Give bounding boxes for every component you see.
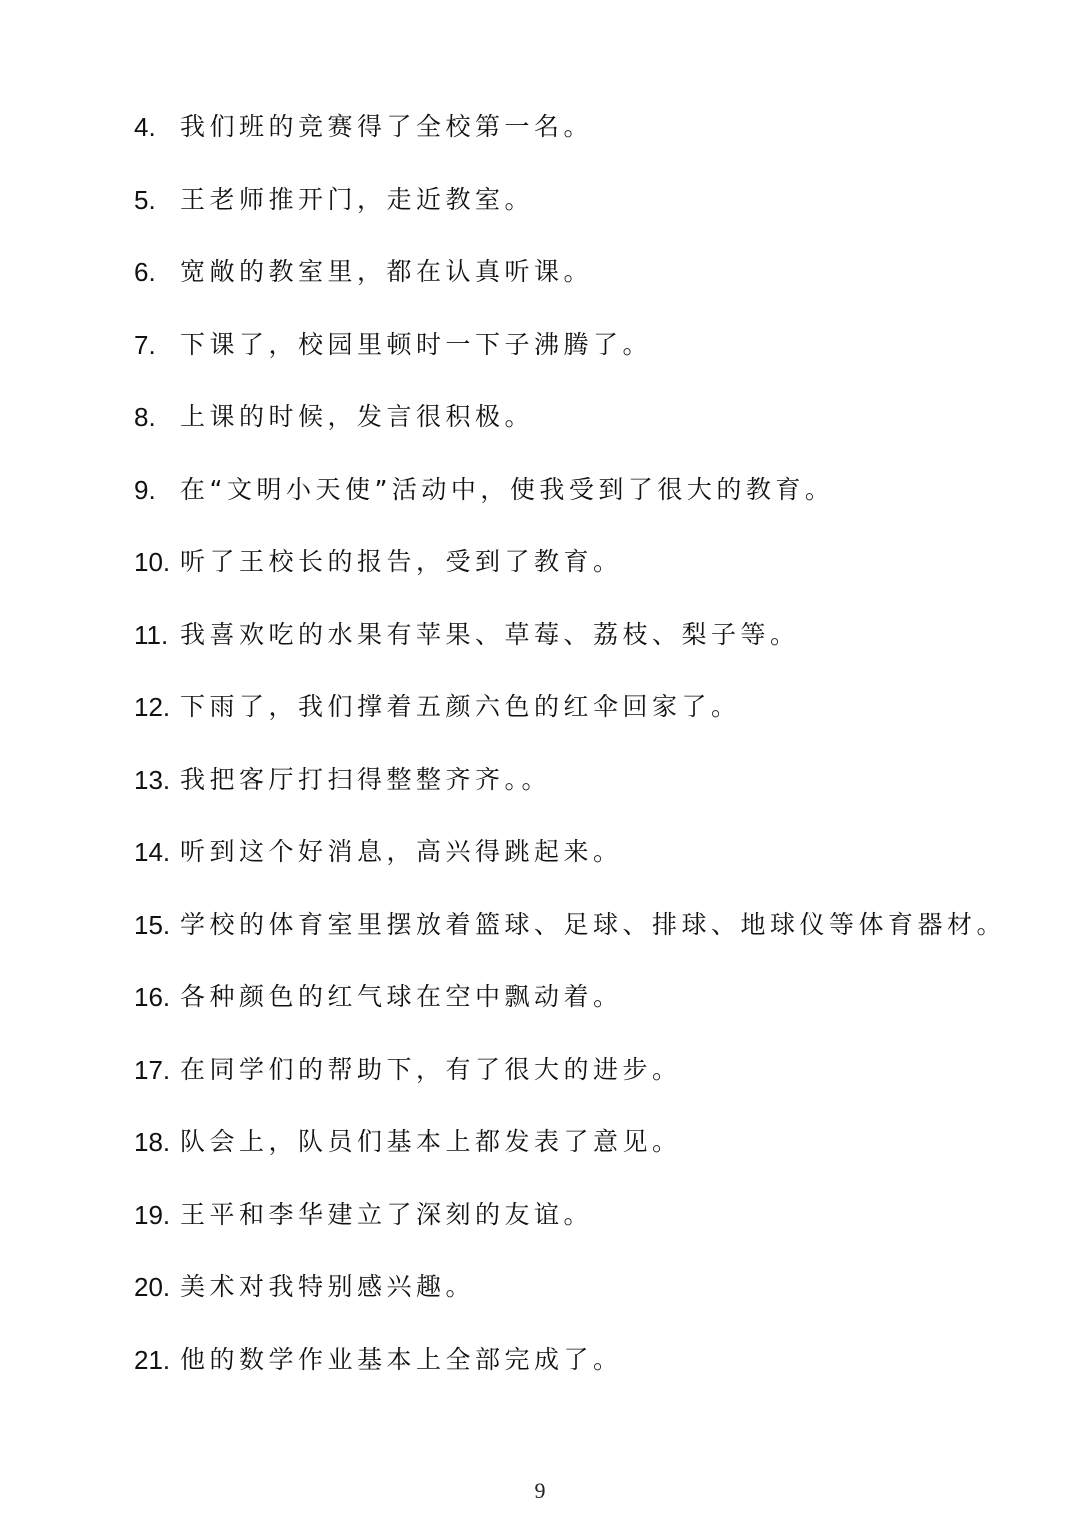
list-item — [134, 397, 534, 437]
item-number: 12. — [134, 692, 171, 722]
list-item — [134, 1195, 593, 1235]
item-text: 我喜欢吃的水果有苹果、草莓、荔枝、梨子等。 — [180, 620, 800, 649]
list-item — [134, 1122, 682, 1162]
item-text: 学校的体育室里摆放着篮球、足球、排球、地球仪等体育器材。 — [180, 910, 1007, 939]
item-number: 16. — [134, 982, 171, 1012]
item-text: 下课了，校园里顿时一下子沸腾了。 — [180, 330, 653, 359]
item-text: 在“文明小天使”活动中，使我受到了很大的教育。 — [180, 475, 835, 504]
item-number: 6. — [134, 257, 156, 287]
item-number: 4. — [134, 112, 156, 142]
item-number: 13. — [134, 765, 171, 795]
list-item — [134, 977, 623, 1017]
page-number: 9 — [534, 1478, 546, 1503]
item-text: 他的数学作业基本上全部完成了。 — [180, 1345, 623, 1374]
item-text: 上课的时候，发言很积极。 — [180, 402, 535, 431]
list-item — [134, 1340, 623, 1380]
item-number: 10. — [134, 547, 171, 577]
item-number: 7. — [134, 330, 156, 360]
item-number: 15. — [134, 910, 171, 940]
list-item — [134, 832, 623, 872]
list-item — [134, 542, 623, 582]
item-text: 王老师推开门，走近教室。 — [180, 185, 535, 214]
list-item — [134, 470, 834, 510]
item-number: 21. — [134, 1345, 171, 1375]
item-number: 11. — [134, 620, 169, 650]
item-text: 听了王校长的报告，受到了教育。 — [180, 547, 623, 576]
list-item — [134, 325, 652, 365]
item-number: 5. — [134, 185, 156, 215]
list-item — [134, 252, 593, 292]
list-item — [134, 687, 741, 727]
item-text: 美术对我特别感兴趣。 — [180, 1272, 476, 1301]
item-number: 14. — [134, 837, 171, 867]
list-item — [134, 1267, 475, 1307]
list-item — [134, 905, 1006, 945]
item-text: 队会上，队员们基本上都发表了意见。 — [180, 1127, 682, 1156]
item-number: 20. — [134, 1272, 171, 1302]
item-text: 各种颜色的红气球在空中飘动着。 — [180, 982, 623, 1011]
item-number: 19. — [134, 1200, 171, 1230]
list-item — [134, 615, 800, 655]
item-number: 8. — [134, 402, 156, 432]
item-text: 我把客厅打扫得整整齐齐。。 — [180, 765, 552, 794]
list-item — [134, 1050, 682, 1090]
item-text: 我们班的竞赛得了全校第一名。 — [180, 112, 594, 141]
item-text: 在同学们的帮助下，有了很大的进步。 — [180, 1055, 682, 1084]
item-text: 王平和李华建立了深刻的友谊。 — [180, 1200, 594, 1229]
item-text: 下雨了，我们撑着五颜六色的红伞回家了。 — [180, 692, 741, 721]
item-number: 9. — [134, 475, 156, 505]
item-number: 17. — [134, 1055, 171, 1085]
item-number: 18. — [134, 1127, 171, 1157]
list-item — [134, 107, 593, 147]
list-item — [134, 180, 534, 220]
item-text: 听到这个好消息，高兴得跳起来。 — [180, 837, 623, 866]
list-item — [134, 760, 551, 800]
item-text: 宽敞的教室里，都在认真听课。 — [180, 257, 594, 286]
